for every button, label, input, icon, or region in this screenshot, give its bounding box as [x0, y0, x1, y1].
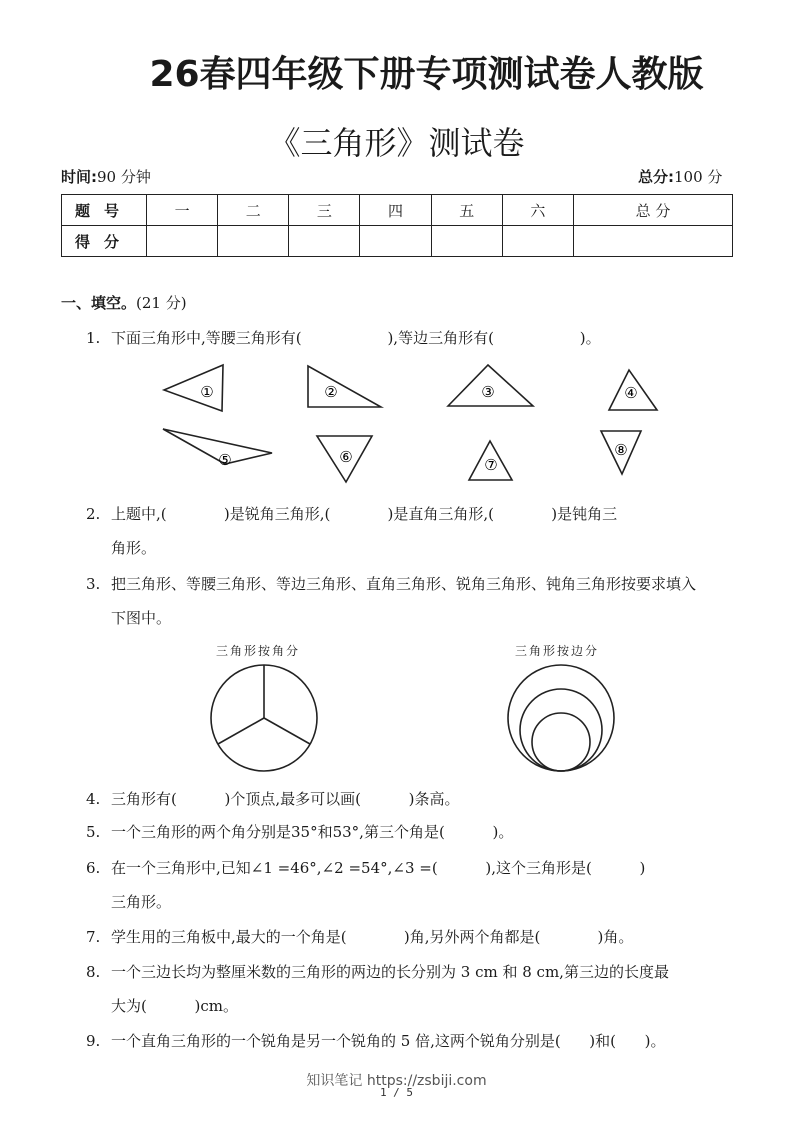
- q5-text: 一个三角形的两个角分别是35°和53°,第三个角是( )。: [111, 823, 514, 841]
- score-cell-6[interactable]: [502, 226, 573, 257]
- middle-circle: [520, 689, 602, 771]
- inner-circle: [532, 713, 590, 771]
- triangle-6-label: ⑥: [339, 448, 353, 466]
- footer-watermark: 知识笔记 https://zsbiji.com: [306, 1073, 487, 1089]
- triangle-6: [317, 436, 372, 482]
- q6-number: 6.: [86, 859, 101, 877]
- divider-left: [218, 718, 264, 744]
- q6-text-line2: 三角形。: [111, 893, 172, 911]
- total-label: 总分:: [638, 168, 674, 186]
- score-table: [61, 194, 733, 257]
- q7-text: 学生用的三角板中,最大的一个角是( )角,另外两个角都是( )角。: [111, 928, 634, 946]
- total-info: [638, 166, 722, 187]
- triangle-5-label: ⑤: [218, 451, 232, 469]
- score-cell-1[interactable]: [147, 226, 218, 257]
- q8-text-line2: 大为( )cm。: [111, 997, 239, 1015]
- section-title: 一、填空。: [61, 294, 137, 312]
- score-table-header-row: [62, 195, 733, 226]
- col-total: 总 分: [573, 195, 732, 226]
- triangle-2-label: ②: [324, 383, 338, 401]
- triangle-5: [163, 429, 272, 469]
- q2-text-line2: 角形。: [111, 539, 157, 557]
- q9-text: 一个直角三角形的一个锐角是另一个锐角的 5 倍,这两个锐角分别是( )和( )。: [111, 1032, 666, 1050]
- total-value: 100 分: [674, 168, 723, 186]
- triangle-8: [601, 431, 641, 474]
- col-3: 三: [289, 195, 360, 226]
- time-value: 90 分钟: [97, 168, 151, 186]
- q3-text-line1: 把三角形、等腰三角形、等边三角形、直角三角形、锐角三角形、钝角三角形按要求填入: [111, 575, 697, 593]
- by-angle-diagram: [208, 662, 320, 774]
- score-cell-total[interactable]: [573, 226, 732, 257]
- score-cell-5[interactable]: [431, 226, 502, 257]
- col-1: 一: [147, 195, 218, 226]
- col-2: 二: [218, 195, 289, 226]
- q3-text-line2: 下图中。: [111, 609, 172, 627]
- triangle-7: [469, 441, 512, 480]
- col-6: 六: [502, 195, 573, 226]
- q4-number: 4.: [86, 790, 101, 808]
- triangle-3-label: ③: [481, 383, 495, 401]
- document-title: 26春四年级下册专项测试卷人教版: [149, 54, 704, 95]
- document-subtitle: 《三角形》测试卷: [268, 124, 525, 162]
- triangle-4: [609, 370, 657, 410]
- q1-number: 1.: [86, 329, 101, 347]
- q8-number: 8.: [86, 963, 101, 981]
- row-head-title: 题号: [62, 195, 147, 226]
- time-label: 时间:: [61, 168, 97, 186]
- time-info: [61, 166, 151, 187]
- q7-number: 7.: [86, 928, 101, 946]
- outer-circle: [508, 665, 614, 771]
- divider-right: [264, 718, 310, 744]
- by-side-title: 三角形按边分: [515, 644, 600, 658]
- col-4: 四: [360, 195, 431, 226]
- q4-text: 三角形有( )个顶点,最多可以画( )条高。: [111, 790, 460, 808]
- q9-number: 9.: [86, 1032, 101, 1050]
- triangle-1: [164, 365, 223, 411]
- score-table-score-row: [62, 226, 733, 257]
- page-indicator: 1 / 5: [379, 1086, 414, 1099]
- q5-number: 5.: [86, 823, 101, 841]
- section-points: (21 分): [136, 294, 187, 312]
- q2-number: 2.: [86, 505, 101, 523]
- triangle-3: [448, 365, 533, 406]
- by-angle-title: 三角形按角分: [216, 644, 301, 658]
- triangle-8-label: ⑧: [614, 441, 628, 459]
- q1-text: 下面三角形中,等腰三角形有( ),等边三角形有( )。: [111, 329, 601, 347]
- q2-text-line1: 上题中,( )是锐角三角形,( )是直角三角形,( )是钝角三: [111, 505, 618, 523]
- q6-text-line1: 在一个三角形中,已知∠1 =46°,∠2 =54°,∠3 =( ),这个三角形是( ): [111, 859, 646, 877]
- triangles-figure: [150, 356, 670, 486]
- score-cell-3[interactable]: [289, 226, 360, 257]
- triangle-4-label: ④: [624, 384, 638, 402]
- score-cell-4[interactable]: [360, 226, 431, 257]
- row-head-score: 得分: [62, 226, 147, 257]
- triangle-7-label: ⑦: [484, 456, 498, 474]
- score-cell-2[interactable]: [218, 226, 289, 257]
- triangle-1-label: ①: [200, 383, 214, 401]
- by-side-diagram: [505, 662, 617, 774]
- col-5: 五: [431, 195, 502, 226]
- q3-number: 3.: [86, 575, 101, 593]
- section-heading: [61, 292, 187, 313]
- triangle-2: [308, 366, 381, 407]
- q8-text-line1: 一个三边长均为整厘米数的三角形的两边的长分别为 3 cm 和 8 cm,第三边的长度最: [111, 963, 669, 981]
